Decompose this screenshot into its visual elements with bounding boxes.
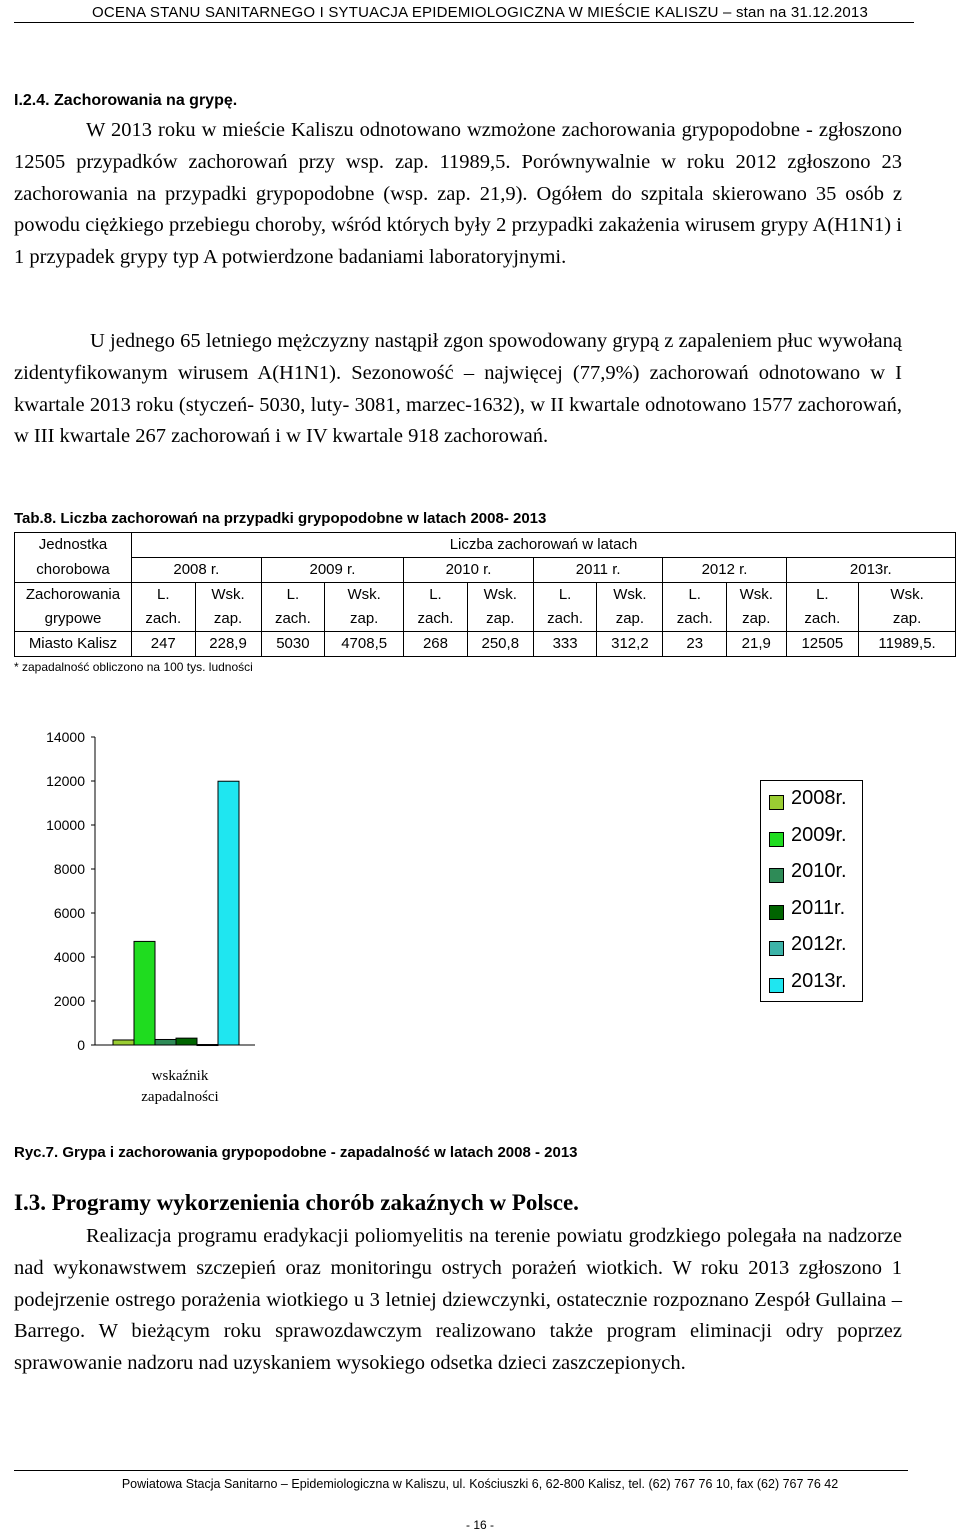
- subheader-zach: zach.: [676, 610, 713, 627]
- table-cell: 333: [533, 632, 597, 657]
- subheader-zap: zap.: [486, 610, 515, 627]
- subheader-zap: zap.: [213, 610, 243, 627]
- bar-2013r: [218, 781, 239, 1045]
- legend-swatch: [769, 832, 784, 847]
- subheader-zach: zach.: [804, 610, 841, 627]
- chart-bars: [113, 781, 239, 1045]
- subheader-wsk: Wsk.: [739, 586, 773, 603]
- table-subheader-cases: [261, 583, 325, 632]
- table-cell: 23: [663, 632, 727, 657]
- subheader-zap: zap.: [892, 610, 922, 627]
- table-cell: 312,2: [597, 632, 663, 657]
- table-cell: 12505: [786, 632, 859, 657]
- subheader-wsk: Wsk.: [347, 586, 381, 603]
- table-cell: 250,8: [467, 632, 533, 657]
- table-subheader-cases: [132, 583, 196, 632]
- subheader-l: L.: [156, 586, 170, 603]
- table-subheader-cases: [404, 583, 468, 632]
- table-year-header: 2012 r.: [663, 558, 786, 583]
- page-footer: Powiatowa Stacja Sanitarno – Epidemiologiczna w Kaliszu, ul. Kościuszki 6, 62-800 Kalisz, tel. (62) 767 76 10, fax (62) 767 76 42: [121, 1477, 839, 1491]
- table-header-category-line1: Zachorowania: [25, 586, 121, 603]
- legend-swatch: [769, 978, 784, 993]
- table-footnote: * zapadalność obliczono na 100 tys. ludności: [14, 660, 253, 674]
- table-header-unit-2: chorobowa: [15, 558, 132, 583]
- y-axis-tick-label: 4000: [53, 949, 85, 965]
- subheader-zach: zach.: [547, 610, 584, 627]
- page-number: - 16 -: [465, 1518, 494, 1532]
- subheader-l: L.: [429, 586, 442, 603]
- section-2-title: I.3. Programy wykorzenienia chorób zakaźnych w Polsce.: [14, 1190, 579, 1215]
- y-axis-tick-label: 2000: [53, 993, 85, 1009]
- table-cell: 11989,5.: [859, 632, 956, 657]
- chart-legend: [760, 780, 863, 1002]
- bar-2012r: [197, 1045, 218, 1046]
- figure-caption: Ryc.7. Grypa i zachorowania grypopodobne - zapadalność w latach 2008 - 2013: [14, 1144, 578, 1161]
- paragraph-2-text: U jednego 65 letniego mężczyzny nastąpił zgon spowodowany grypą z zapaleniem płuc wywołaną zidentyfikowanym wirusem A(H1N1). Sezonowość – najwięcej (77,9%) zachorowań odnotowano w I kwartale 2013 roku (styczeń- 5030, luty- 3081, marzec-1632), w II kwartale odnotowano 1577 zachorowań, w III kwartale 267 zachorowań i w IV kwartale 918 zachorowań.: [14, 330, 902, 448]
- subheader-zap: zap.: [742, 610, 771, 627]
- table-year-header: 2010 r.: [404, 558, 534, 583]
- x-axis-category-line1: wskaźnik: [151, 1068, 209, 1084]
- legend-swatch: [769, 905, 784, 920]
- legend-label: 2012r.: [791, 933, 847, 955]
- table-year-header: 2008 r.: [132, 558, 262, 583]
- paragraph-2: [14, 326, 902, 453]
- section-title: I.2.4. Zachorowania na grypę.: [14, 92, 238, 109]
- table-cell: 228,9: [195, 632, 261, 657]
- bar-2009r: [134, 941, 155, 1045]
- subheader-zach: zach.: [145, 610, 182, 627]
- bar-2008r: [113, 1040, 134, 1045]
- legend-label: 2010r.: [791, 860, 847, 882]
- table-cell: 21,9: [726, 632, 786, 657]
- table-subheader-rate: [726, 583, 786, 632]
- x-axis-category-label: [110, 1066, 250, 1108]
- legend-label: 2011r.: [791, 896, 846, 919]
- subheader-wsk: Wsk.: [613, 586, 647, 603]
- y-axis-tick-label: 0: [77, 1037, 85, 1053]
- paragraph-1-text: W 2013 roku w mieście Kaliszu odnotowano wzmożone zachorowania grypopodobne - zgłoszono 12505 przypadków zachorowań przy wsp. zap. 11989,5. Porównywalnie w roku 2012 zgłoszono 23 zachorowania na przypadki grypopodobne (wsp. zap. 21,9). Ogółem do szpitala skierowano 35 osób z powodu ciężkiego przebiegu choroby, wśród których były 2 przypadki zakażenia wirusem grypy A(H1N1) i 1 przypadek grypy typ A potwierdzone badaniami laboratoryjnymi.: [14, 119, 902, 269]
- table-year-header: 2011 r.: [533, 558, 663, 583]
- table-header-category-line2: grypowe: [44, 610, 102, 627]
- subheader-zach: zach.: [417, 610, 454, 627]
- footer-divider: [14, 1470, 908, 1471]
- legend-label: 2008r.: [791, 787, 847, 809]
- table-subheader-cases: [663, 583, 727, 632]
- table-row: [15, 632, 956, 657]
- paragraph-1: [14, 115, 902, 274]
- bar-2010r: [155, 1039, 176, 1045]
- table-subheader-rate: [597, 583, 663, 632]
- subheader-zach: zach.: [274, 610, 311, 627]
- flu-cases-table: [14, 532, 956, 657]
- bar-2011r: [176, 1038, 197, 1045]
- table-cell: 268: [404, 632, 468, 657]
- table-subheader-rate: [467, 583, 533, 632]
- subheader-l: L.: [816, 586, 829, 603]
- table-cell: 4708,5: [325, 632, 404, 657]
- y-axis-tick-label: 14000: [46, 729, 85, 745]
- legend-label: 2013r.: [791, 969, 847, 992]
- table-row-label: Miasto Kalisz: [15, 632, 132, 657]
- table-header-category: [15, 583, 132, 632]
- table-header-unit: Jednostka: [15, 533, 132, 558]
- table-subheader-rate: [859, 583, 956, 632]
- y-axis-tick-label: 8000: [53, 861, 85, 877]
- table-subheader-rate: [195, 583, 261, 632]
- table-cell: 5030: [261, 632, 325, 657]
- y-axis-tick-label: 6000: [53, 905, 85, 921]
- subheader-wsk: Wsk.: [211, 586, 245, 603]
- page-header: OCENA STANU SANITARNEGO I SYTUACJA EPIDEMIOLOGICZNA W MIEŚCIE KALISZU – stan na 31.12.2013: [91, 4, 868, 21]
- y-axis-tick-label: 10000: [46, 817, 85, 833]
- subheader-wsk: Wsk.: [890, 586, 924, 603]
- table-year-header: 2009 r.: [261, 558, 404, 583]
- header-divider: [14, 22, 914, 23]
- subheader-l: L.: [688, 586, 701, 603]
- x-axis-category-line2: zapadalności: [141, 1089, 219, 1105]
- paragraph-3-text: Realizacja programu eradykacji poliomyelitis na terenie powiatu grodzkiego polegała na nadzorze nad wykonawstwem szczepień oraz monitoringu ostrych porażeń wiotkich. W roku 2013 zgłoszono 1 podejrzenie ostrego porażenia wiotkiego u 3 letniej dziewczynki, ostatecznie rozpoznano Zespół Gullaina – Barrego. W bieżącym roku sprawozdawczym realizowano także program eliminacji odry poprzez sprawowanie nadzoru nad uzyskaniem wysokiego odsetka dzieci zaszczepionych.: [14, 1225, 902, 1375]
- paragraph-3: [14, 1221, 902, 1380]
- table-subheader-cases: [533, 583, 597, 632]
- y-axis-tick-label: 12000: [46, 773, 85, 789]
- subheader-zap: zap.: [349, 610, 379, 627]
- subheader-wsk: Wsk.: [483, 586, 517, 603]
- subheader-zap: zap.: [615, 610, 645, 627]
- legend-swatch: [769, 868, 784, 883]
- subheader-l: L.: [558, 586, 572, 603]
- subheader-l: L.: [286, 586, 300, 603]
- legend-swatch: [769, 795, 784, 810]
- legend-swatch: [769, 941, 784, 956]
- table-caption: Tab.8. Liczba zachorowań na przypadki grypopodobne w latach 2008- 2013: [14, 510, 547, 527]
- table-cell: 247: [132, 632, 196, 657]
- table-subheader-rate: [325, 583, 404, 632]
- table-year-header: 2013r.: [786, 558, 955, 583]
- table-header-group: Liczba zachorowań w latach: [132, 533, 956, 558]
- legend-label: 2009r.: [791, 823, 847, 846]
- table-subheader-cases: [786, 583, 859, 632]
